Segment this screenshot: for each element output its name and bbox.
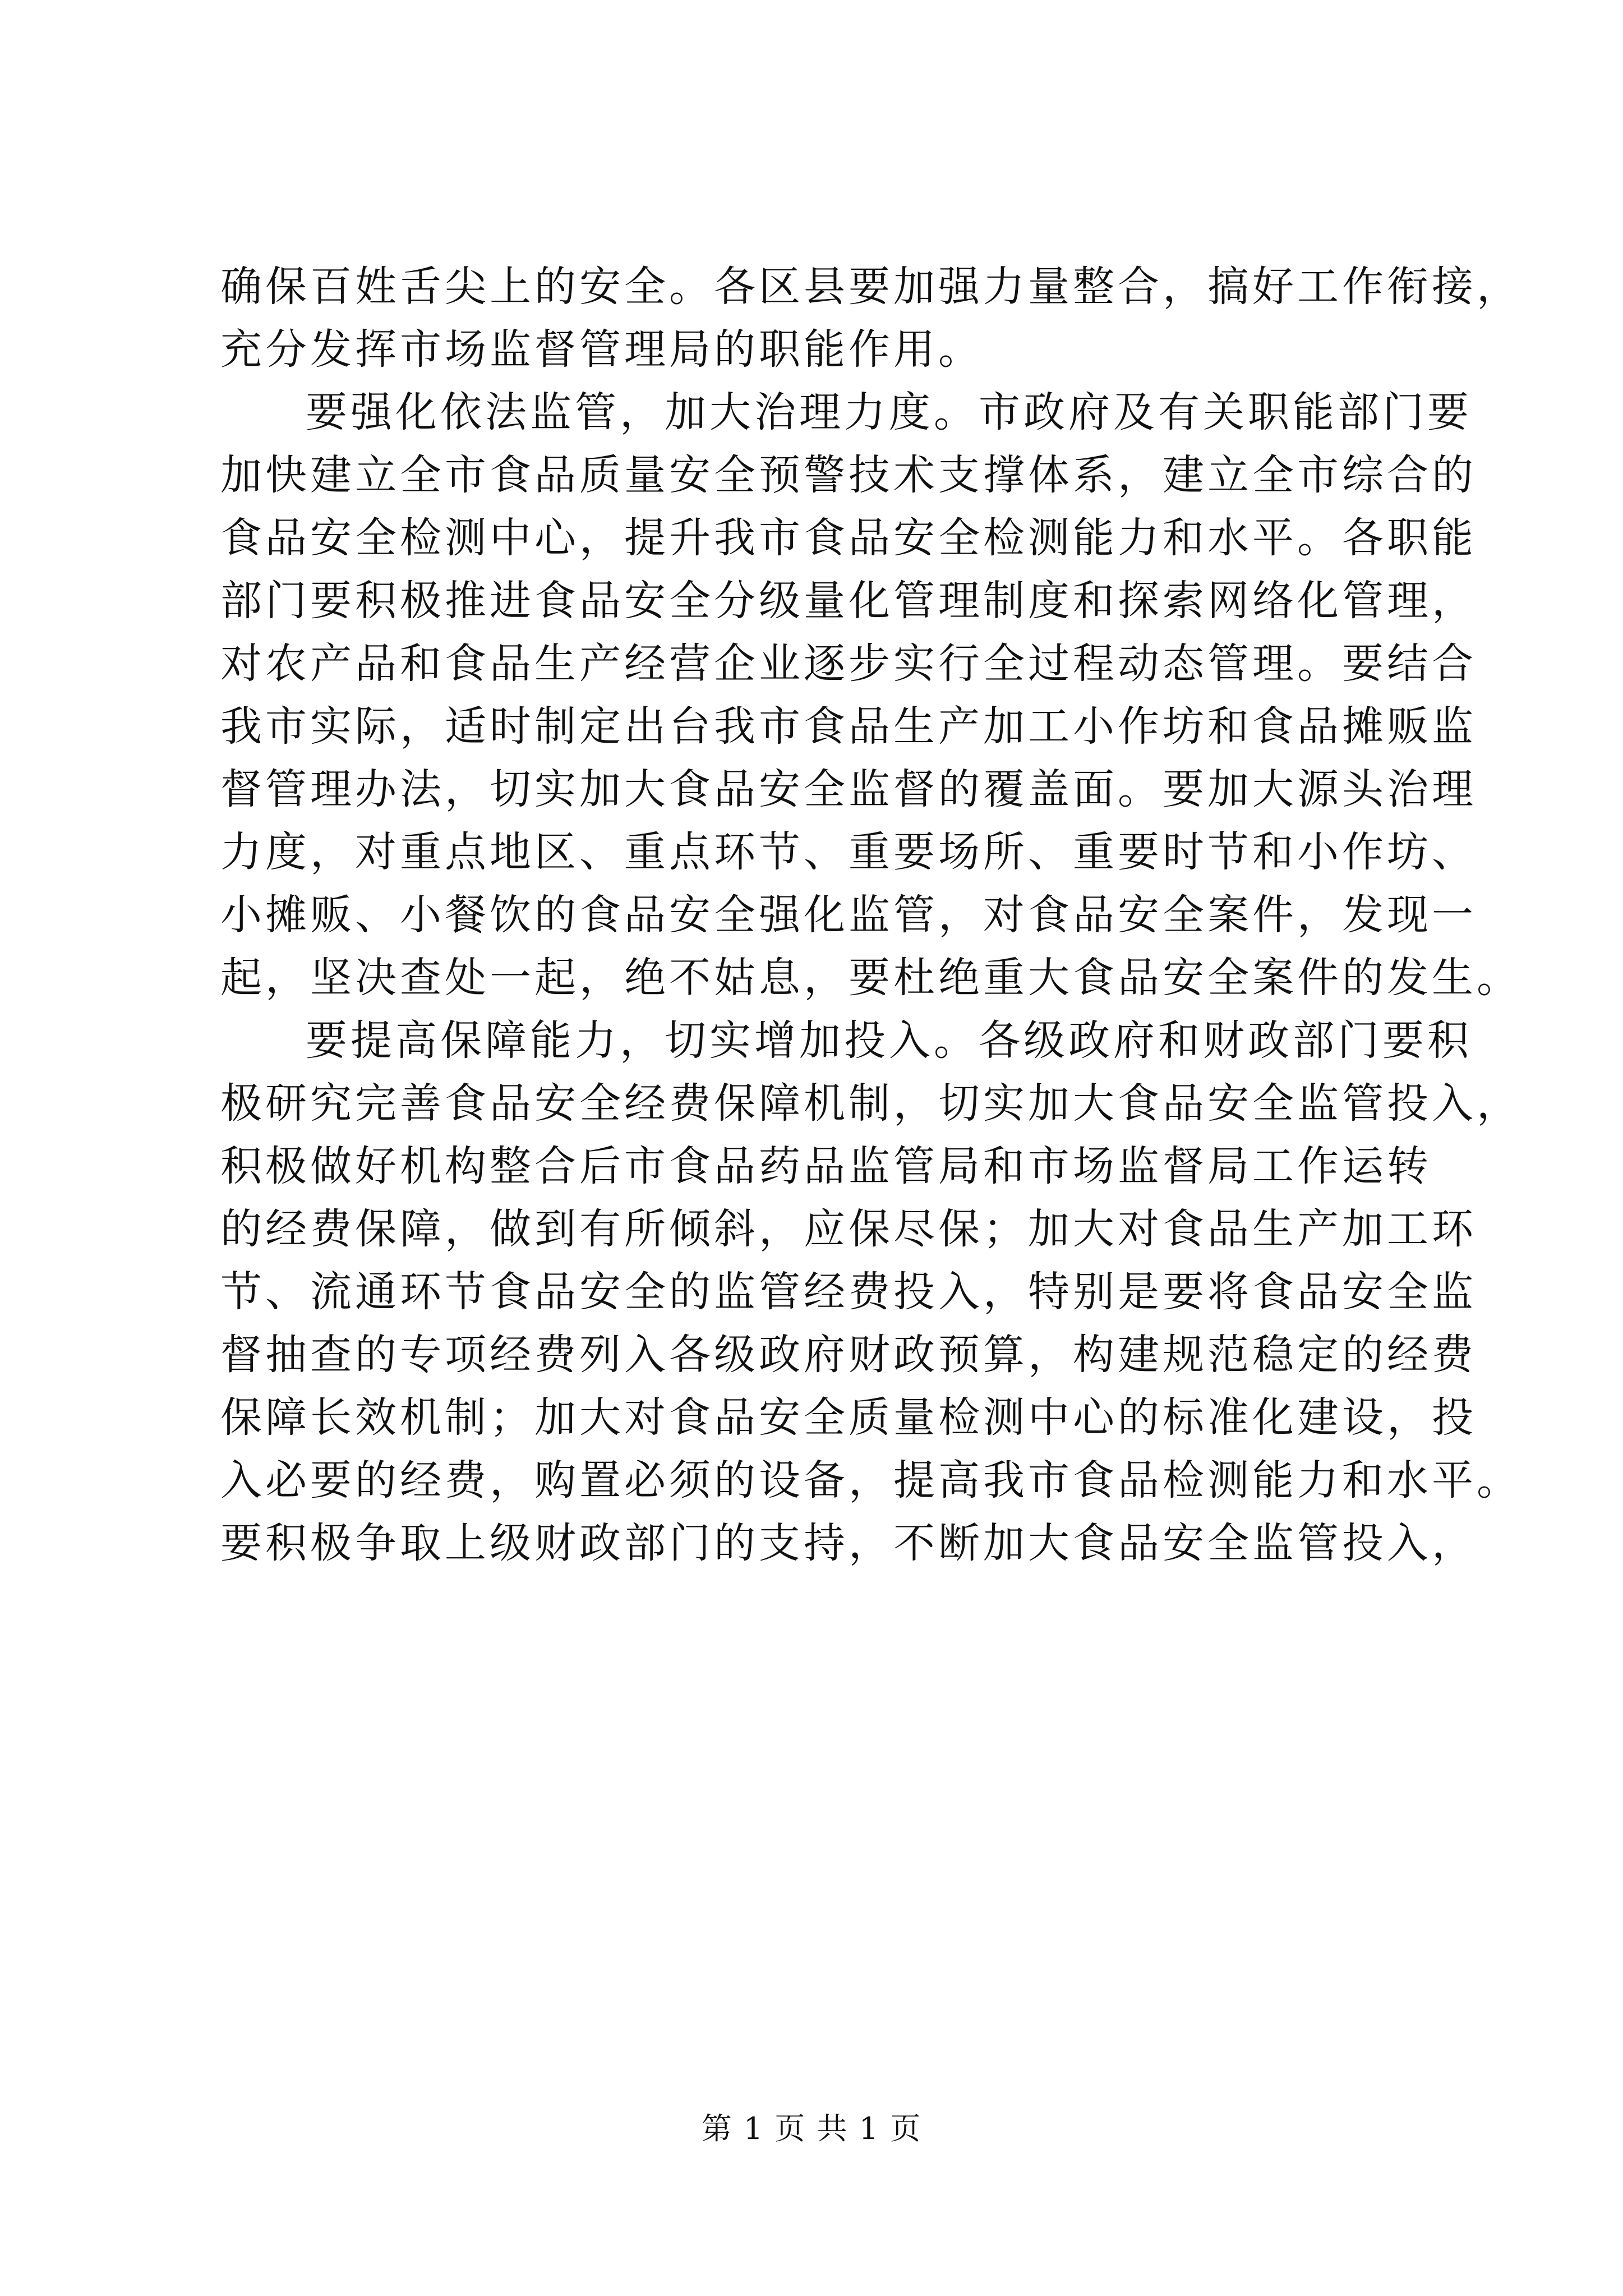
text-line: 食品安全检测中心，提升我市食品安全检测能力和水平。各职能 — [220, 514, 1477, 562]
text-line: 力度，对重点地区、重点环节、重要场所、重要时节和小作坊、 — [220, 828, 1477, 876]
text-line: 部门要积极推进食品安全分级量化管理制度和探索网络化管理， — [220, 577, 1477, 625]
text-line: 充分发挥市场监督管理局的职能作用。 — [220, 325, 983, 374]
text-line: 小摊贩、小餐饮的食品安全强化监管，对食品安全案件，发现一 — [220, 891, 1477, 939]
page-number-label: 第 1 页 共 1 页 — [701, 2111, 922, 2146]
text-line: 对农产品和食品生产经营企业逐步实行全过程动态管理。要结合 — [220, 639, 1477, 688]
text-line: 极研究完善食品安全经费保障机制，切实加大食品安全监管投入， — [220, 1079, 1521, 1128]
text-line: 节、流通环节食品安全的监管经费投入，特别是要将食品安全监 — [220, 1268, 1477, 1316]
text-line: 确保百姓舌尖上的安全。各区县要加强力量整合，搞好工作衔接， — [220, 263, 1521, 311]
text-line: 加快建立全市食品质量安全预警技术支撑体系，建立全市综合的 — [220, 451, 1477, 499]
text-line: 我市实际，适时制定出台我市食品生产加工小作坊和食品摊贩监 — [220, 702, 1477, 751]
text-line: 积极做好机构整合后市食品药品监管局和市场监督局工作运转 — [220, 1142, 1432, 1190]
document-body — [220, 255, 1521, 1575]
text-line: 要积极争取上级财政部门的支持，不断加大食品安全监管投入， — [220, 1519, 1477, 1567]
text-line: 起，坚决查处一起，绝不姑息，要杜绝重大食品安全案件的发生。 — [220, 954, 1521, 1002]
text-line: 保障长效机制；加大对食品安全质量检测中心的标准化建设，投 — [220, 1393, 1477, 1442]
text-line: 督抽查的专项经费列入各级政府财政预算，构建规范稳定的经费 — [220, 1331, 1477, 1379]
text-line: 的经费保障，做到有所倾斜，应保尽保；加大对食品生产加工环 — [220, 1205, 1477, 1253]
text-line: 要强化依法监管，加大治理力度。市政府及有关职能部门要 — [306, 388, 1472, 436]
text-line: 入必要的经费，购置必须的设备，提高我市食品检测能力和水平。 — [220, 1456, 1521, 1504]
page-footer — [0, 2109, 1623, 2148]
text-line: 要提高保障能力，切实增加投入。各级政府和财政部门要积 — [306, 1016, 1472, 1065]
text-line: 督管理办法，切实加大食品安全监督的覆盖面。要加大源头治理 — [220, 765, 1477, 813]
